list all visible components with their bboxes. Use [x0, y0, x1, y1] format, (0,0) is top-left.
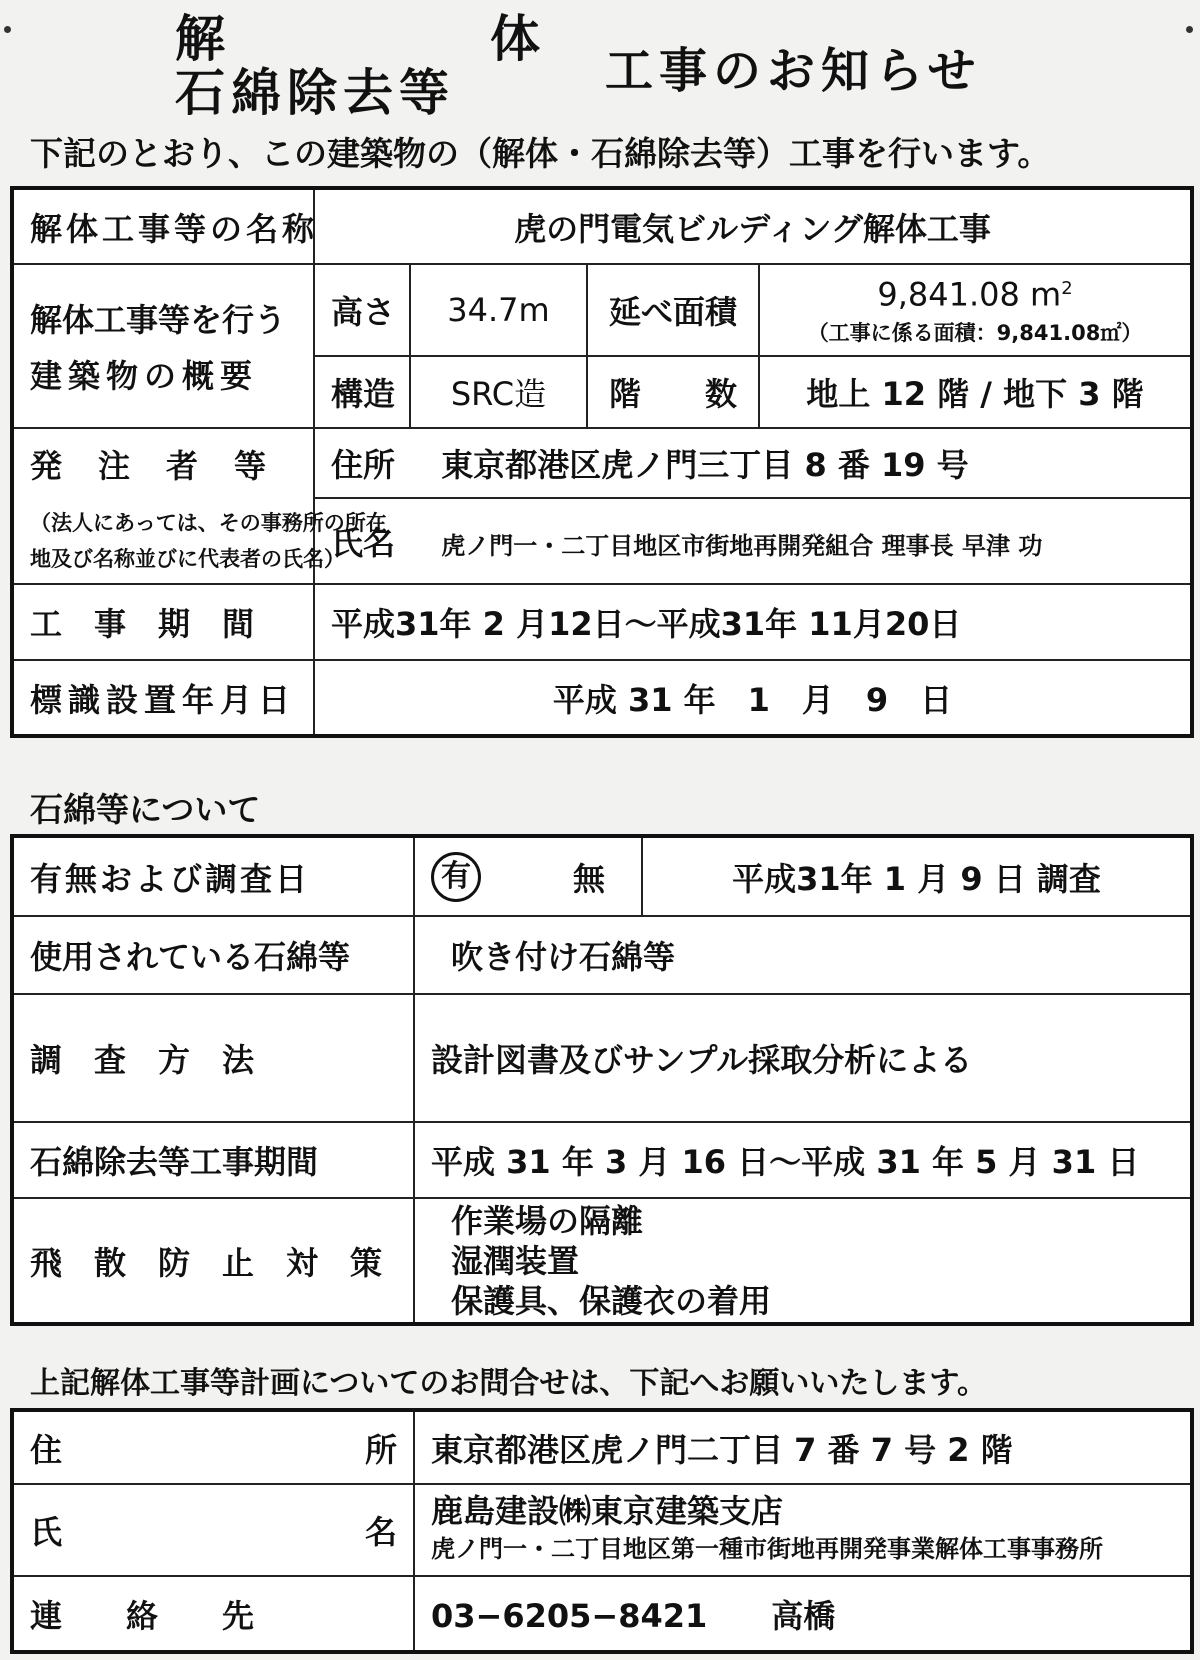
floors-value: 地上 12 階 / 地下 3 階	[759, 356, 1192, 428]
address-value: 東京都港区虎ノ門三丁目 8 番 19 号	[441, 446, 969, 484]
period-label: 工 事 期 間	[12, 584, 314, 660]
overview-label-line2: 建築物の概要	[30, 357, 259, 395]
contact-name-label	[12, 1484, 414, 1576]
overview-label	[12, 264, 314, 428]
contact-name-label-a: 氏	[30, 1513, 63, 1551]
contact-name-line1: 鹿島建設㈱東京建築支店	[431, 1492, 784, 1530]
orderer-note-2: 地及び名称並びに代表者の氏名）	[30, 547, 345, 571]
table-row	[12, 584, 1192, 660]
table-row	[12, 1122, 1192, 1198]
title-left-block	[175, 12, 540, 120]
orderer-person-cell	[314, 498, 1192, 584]
title-top-left: 解	[175, 10, 225, 68]
asbestos-section-label: 石綿等について	[30, 790, 261, 829]
orderer-note-1: （法人にあっては、その事務所の所在	[30, 511, 387, 535]
table-row	[12, 994, 1192, 1122]
contact-address-label-a: 住	[30, 1430, 63, 1469]
sign-date-value: 平成 31 年 1 月 9 日	[314, 660, 1192, 736]
floors-label: 階 数	[587, 356, 759, 428]
contact-address-label	[12, 1410, 414, 1484]
floor-area-line	[776, 269, 1174, 315]
table-row	[12, 1484, 1192, 1576]
height-value: 34.7m	[410, 264, 587, 356]
lead-text: 下記のとおり、この建築物の（解体・石綿除去等）工事を行います。	[30, 134, 1051, 173]
work-area-note: （工事に係る面積：9,841.08㎡）	[807, 320, 1143, 345]
orderer-label: 発 注 者 等	[30, 447, 269, 485]
list-item: 保護具、保護衣の着用	[451, 1281, 772, 1320]
person-label: 氏名	[331, 524, 396, 562]
contact-name-label-b: 名	[364, 1513, 397, 1551]
floor-area-value: 9,841.08	[877, 275, 1020, 314]
overview-label-line1: 解体工事等を行う	[30, 301, 287, 339]
floor-area-sup: 2	[1061, 278, 1073, 300]
address-label: 住所	[331, 446, 396, 484]
floor-area-cell	[759, 264, 1192, 356]
name-label: 解体工事等の名称	[12, 188, 314, 264]
survey-date: 平成31年 1 月 9 日 調査	[642, 836, 1192, 916]
contact-section-label: 上記解体工事等計画についてのお問合せは、下記へお願いいたします。	[30, 1366, 987, 1401]
phone-value: 03−6205−8421 高橋	[414, 1576, 1192, 1652]
presence-cell	[414, 836, 642, 916]
corner-rivet	[4, 26, 11, 33]
table-row	[12, 660, 1192, 736]
table-row	[12, 1198, 1192, 1324]
sign-date-label: 標識設置年月日	[12, 660, 314, 736]
corner-rivet	[1186, 26, 1193, 33]
height-label: 高さ	[314, 264, 410, 356]
table-row	[12, 1576, 1192, 1652]
table-row	[12, 1410, 1192, 1484]
name-value: 虎の門電気ビルディング解体工事	[314, 188, 1192, 264]
method-label: 調 査 方 法	[12, 994, 414, 1122]
presence-no: 無	[572, 859, 605, 898]
contact-name-cell	[414, 1484, 1192, 1576]
contact-table	[10, 1408, 1194, 1654]
floor-area-label: 延べ面積	[587, 264, 759, 356]
contact-name-line2: 虎ノ門一・二丁目地区第一種市街地再開発事業解体工事事務所	[431, 1535, 1103, 1563]
removal-period-label: 石綿除去等工事期間	[12, 1122, 414, 1198]
presence-yes: 有	[431, 852, 481, 902]
contact-address-value: 東京都港区虎ノ門二丁目 7 番 7 号 2 階	[414, 1410, 1192, 1484]
removal-period-value: 平成 31 年 3 月 16 日～平成 31 年 5 月 31 日	[414, 1122, 1192, 1198]
demolition-table	[10, 186, 1194, 738]
title-bottom: 石綿除去等	[175, 64, 455, 122]
used-label: 使用されている石綿等	[12, 916, 414, 994]
list-item: 湿潤装置	[451, 1241, 580, 1280]
structure-label: 構造	[314, 356, 410, 428]
presence-label: 有無および調査日	[12, 836, 414, 916]
structure-value: SRC造	[410, 356, 587, 428]
orderer-address-cell	[314, 428, 1192, 498]
person-value: 虎ノ門一・二丁目地区市街地再開発組合 理事長 早津 功	[441, 532, 1043, 560]
contact-address-label-b: 所	[364, 1430, 397, 1469]
title-top-right: 体	[490, 10, 540, 68]
floor-area-unit: m	[1030, 275, 1062, 314]
prevention-label: 飛 散 防 止 対 策	[12, 1198, 414, 1324]
period-value: 平成31年 2 月12日～平成31年 11月20日	[314, 584, 1192, 660]
table-row	[12, 264, 1192, 356]
used-value: 吹き付け石綿等	[414, 916, 1192, 994]
list-item: 作業場の隔離	[451, 1201, 644, 1240]
table-row	[12, 428, 1192, 498]
table-row	[12, 916, 1192, 994]
phone-label: 連 絡 先	[12, 1576, 414, 1652]
asbestos-table	[10, 834, 1194, 1326]
table-row	[12, 188, 1192, 264]
method-value: 設計図書及びサンプル採取分析による	[414, 994, 1192, 1122]
title-notice: 工事のお知らせ	[605, 43, 982, 99]
prevention-list	[414, 1198, 1192, 1324]
table-row	[12, 836, 1192, 916]
